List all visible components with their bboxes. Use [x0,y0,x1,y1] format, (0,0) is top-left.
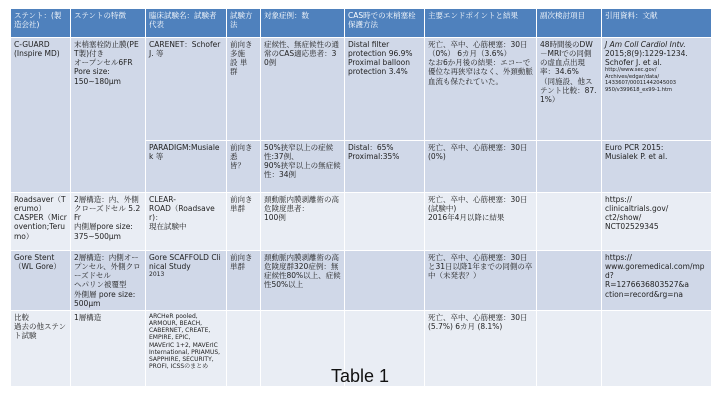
cell-features-gore: 2層構造：内側オープンセル、外側クローズドセル ヘパリン被覆型 外側層 pore size: 500μm [71,251,146,311]
cell-protection-paradigm: Distal：65% Proximal:35% [345,141,425,193]
cell-features-comparison: 1層構造 [71,310,146,386]
cell-trial-paradigm: PARADIGM:Musialek 等 [146,141,227,193]
table-row-roadsaver [11,193,712,251]
cell-cases-clear-road: 頚動脈内膜剥離術の高危険度患者： 100例 [261,193,345,251]
header-protection: CAS時での末梢塞栓保護方法 [345,9,425,38]
header-secondary: 副次検討項目 [537,9,602,38]
cell-endpoint-comparison: 死亡、卒中、心筋梗塞：30日 (5.7%) 6カ月 (8.1%) [425,310,537,386]
cell-features-roadsaver: 2層構造：内、外側クローズドセル 5.2Fr 内側層pore size: 375~500μm [71,193,146,251]
cell-protection-gore-scaffold [345,251,425,311]
table-row-gore [11,251,712,311]
cell-secondary-paradigm [537,141,602,193]
cell-stent-roadsaver: Roadsaver（Terumo） CASPER（Microvention;Terumo） [11,193,71,251]
cell-stent-gore: Gore Stent （WL Gore） [11,251,71,311]
cell-secondary-clear-road [537,193,602,251]
cell-reference-clear-road: https:// clinicaltrials.gov/ ct2/show/ NCT02529345 [602,193,712,251]
cell-cases-paradigm: 50%狭窄以上の症候性:37例、 90%狭窄以上の無症候性：34例 [261,141,345,193]
header-method: 試験方法 [227,9,261,38]
cell-trial-gore-scaffold: Gore SCAFFOLD Clinical Study 2013 [146,251,227,311]
cell-endpoint-clear-road: 死亡、卒中、心筋梗塞：30日(試験中) 2016年4月以降に結果 [425,193,537,251]
cell-method-gore-scaffold: 前向き 単群 [227,251,261,311]
cell-cases-gore-scaffold: 頚動脈内膜剥離術の高危険度群320症例：無症候性80%以上、症候性50%以上 [261,251,345,311]
cell-features-cguard: 末梢塞栓防止膜(PET製)付き オープンセル6FR Pore size: 150~180μm [71,38,146,193]
header-stent: ステント：(製造会社) [11,9,71,38]
table-caption: Table 1 [330,366,390,386]
cell-cases-carenet: 症候性、無症候性の通常のCAS適応患者：30例 [261,38,345,141]
stent-trials-table [10,8,712,387]
cell-endpoint-gore-scaffold: 死亡、卒中、心筋梗塞：30日と31日以降1年までの同側の卒中（未発表？） [425,251,537,311]
cell-stent-comparison: 比較 過去の他ステント試験 [11,310,71,386]
cell-endpoint-carenet: 死亡、卒中、心筋梗塞：30日（0%） 6カ月（3.6%） なお6か月後の結果：エコーで優位な再狭窄はなく、外頚動脈血流も保たれていた。 [425,38,537,141]
cell-reference-paradigm: Euro PCR 2015: Musialek P. et al. [602,141,712,193]
cell-protection-carenet: Distal filter protection 96.9% Proximal balloon protection 3.4% [345,38,425,141]
cell-method-paradigm: 前向き 悉 皆？ [227,141,261,193]
cell-reference-carenet: J Am Coll Cardiol Intv. 2015;8(9):1229-1234. Schofer J. et al. http://www.sec.gov/ Archives/edgar/data/ 1433607/00011442045003 950/v399618_ex99-1.htm [602,38,712,141]
header-trial: 臨床試験名：試験者代表 [146,9,227,38]
cell-protection-clear-road [345,193,425,251]
header-reference: 引用資料：文献 [602,9,712,38]
cell-method-carenet: 前向き 多施 設 単 群 [227,38,261,141]
header-endpoint: 主要エンドポイントと結果 [425,9,537,38]
cell-stent-cguard: C-GUARD (Inspire MD) [11,38,71,193]
cell-trial-carenet: CARENET：Schofer J. 等 [146,38,227,141]
header-cases: 対象症例：数 [261,9,345,38]
header-row [11,9,712,38]
cell-trial-comparison: ARCHeR pooled, ARMOUR, BEACH, CABERNET, CREATE, EMPIRE, EPIC, MAVErIC 1+2, MAVErIC International, PRIAMUS, SAPPHIRE, SECURITY, PROFI, ICSSのまとめ [146,310,227,386]
cell-trial-clear-road: CLEAR- ROAD（Roadsaver)： 現在試験中 [146,193,227,251]
table-row-cguard-carenet [11,38,712,141]
cell-secondary-gore-scaffold [537,251,602,311]
cell-endpoint-paradigm: 死亡、卒中、心筋梗塞：30日 (0%) [425,141,537,193]
cell-method-clear-road: 前向き 単群 [227,193,261,251]
cell-secondary-carenet: 48時間後のDW－MRIでの同側の虚血点出現率：34.6% （同施設、他ステント比較：87.1%） [537,38,602,141]
header-features: ステントの特徴 [71,9,146,38]
cell-reference-gore-scaffold: https:// www.goremedical.com/mpd? R=1276636803527&a ction=record&rg=na [602,251,712,311]
